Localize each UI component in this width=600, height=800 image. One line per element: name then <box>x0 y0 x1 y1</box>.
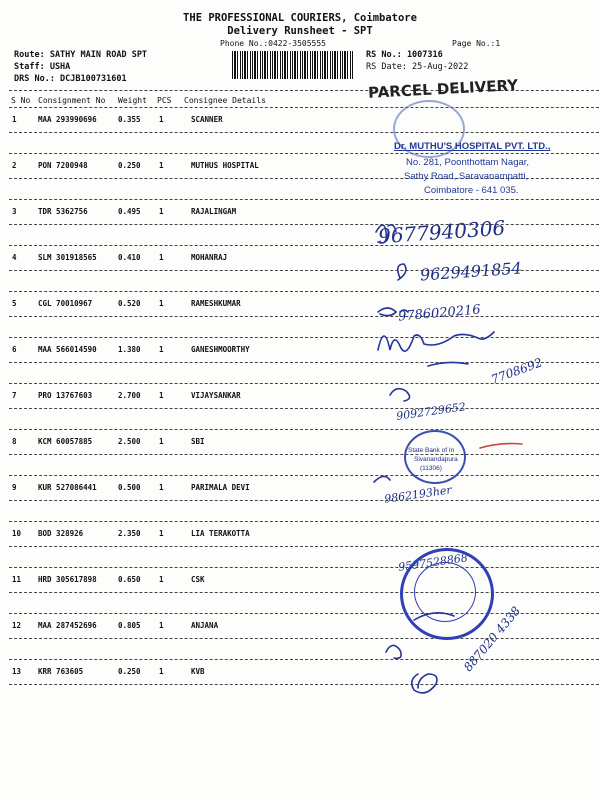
row-pieces: 1 <box>159 529 164 538</box>
hospital-address-line1: No. 281, Poonthottam Nagar, <box>406 157 530 168</box>
hospital-address-line2: Sathy Road, Saravanampatti, <box>404 171 529 182</box>
row-consignee: LIA TERAKOTTA <box>191 529 250 538</box>
sbi-stamp-line3: (11306) <box>420 465 442 472</box>
row-pieces: 1 <box>159 437 164 446</box>
row-weight: 0.650 <box>118 575 141 584</box>
row-weight: 1.380 <box>118 345 141 354</box>
row-pieces: 1 <box>159 207 164 216</box>
row-pieces: 1 <box>159 345 164 354</box>
signature-scribbles <box>370 190 570 710</box>
row-serial-number: 1 <box>12 115 17 124</box>
rs-number: RS No.: 1007316 <box>366 50 443 60</box>
row-pieces: 1 <box>159 667 164 676</box>
row-consignment-number: KUR 527086441 <box>38 483 97 492</box>
row-serial-number: 13 <box>12 667 22 676</box>
row-weight: 0.410 <box>118 253 141 262</box>
row-pieces: 1 <box>159 483 164 492</box>
row-consignment-number: HRD 305617898 <box>38 575 97 584</box>
row-pieces: 1 <box>159 115 164 124</box>
row-serial-number: 8 <box>12 437 17 446</box>
row-consignee: VIJAYSANKAR <box>191 391 241 400</box>
row-consignee: ANJANA <box>191 621 219 630</box>
hospital-address-line3: Coimbatore - 641 035. <box>424 185 519 196</box>
sbi-stamp-line2: Sivanandapura <box>414 456 458 463</box>
row-serial-number: 10 <box>12 529 22 538</box>
row-consignment-number: MAA 566014590 <box>38 345 97 354</box>
row-weight: 2.350 <box>118 529 141 538</box>
row-consignee: CSK <box>191 575 205 584</box>
row-consignment-number: PRO 13767603 <box>38 391 93 400</box>
row-consignment-number: CGL 70010967 <box>38 299 93 308</box>
page-number: Page No.:1 <box>452 39 501 48</box>
row-serial-number: 6 <box>12 345 17 354</box>
route-label: Route: SATHY MAIN ROAD SPT <box>14 50 148 60</box>
row-weight: 0.805 <box>118 621 141 630</box>
hospital-stamp <box>380 104 551 196</box>
drs-number: DRS No.: DCJB100731601 <box>14 74 127 84</box>
row-consignment-number: MAA 293990696 <box>38 115 97 124</box>
row-consignment-number: SLM 301918565 <box>38 253 97 262</box>
sbi-stamp-line1: State Bank of In <box>408 447 455 454</box>
row-serial-number: 9 <box>12 483 17 492</box>
col-consignee-header: Consignee Details <box>184 96 266 105</box>
row-consignee: GANESHMOORTHY <box>191 345 250 354</box>
row-consignment-number: KCM 60057885 <box>38 437 93 446</box>
col-sno-header: S No <box>11 96 31 105</box>
rs-date: RS Date: 25-Aug-2022 <box>366 62 469 72</box>
phone-number: Phone No.:0422-3505555 <box>220 39 326 48</box>
document-subtitle: Delivery Runsheet - SPT <box>227 25 373 37</box>
row-weight: 0.355 <box>118 115 141 124</box>
handwritten-phone-row10: 9597528868 <box>397 551 469 574</box>
row-consignment-number: MAA 287452696 <box>38 621 97 630</box>
barcode <box>232 51 354 79</box>
col-consignment-header: Consignment No <box>38 96 106 105</box>
row-weight: 2.500 <box>118 437 141 446</box>
row-weight: 0.495 <box>118 207 141 216</box>
row-serial-number: 2 <box>12 161 17 170</box>
handwritten-phone-row3: 9677940306 <box>377 215 506 249</box>
row-serial-number: 11 <box>12 575 22 584</box>
row-serial-number: 12 <box>12 621 22 630</box>
parcel-delivery-stamp: PARCEL DELIVERY <box>367 76 519 102</box>
handwritten-phone-row4: 9629491854 <box>419 258 523 285</box>
hospital-name: Dr. MUTHU'S HOSPITAL PVT. LTD., <box>394 141 551 152</box>
row-consignee: RAJALINGAM <box>191 207 237 216</box>
row-weight: 0.250 <box>118 667 141 676</box>
handwritten-phone-row7: 9092729652 <box>395 400 467 423</box>
row-consignee: RAMESHKUMAR <box>191 299 241 308</box>
handwritten-phone-row5: 9786020216 <box>397 302 482 325</box>
row-consignee: MUTHUS HOSPITAL <box>191 161 259 170</box>
row-weight: 0.250 <box>118 161 141 170</box>
staff-label: Staff: USHA <box>14 62 71 72</box>
handwritten-phone-row6: 7708692 <box>489 355 545 387</box>
row-consignee: KVB <box>191 667 205 676</box>
row-consignment-number: KRR 763605 <box>38 667 84 676</box>
row-consignee: PARIMALA DEVI <box>191 483 250 492</box>
row-consignee: SBI <box>191 437 205 446</box>
row-pieces: 1 <box>159 299 164 308</box>
row-consignee: SCANNER <box>191 115 223 124</box>
row-consignment-number: PON 7200948 <box>38 161 88 170</box>
row-pieces: 1 <box>159 575 164 584</box>
row-weight: 0.520 <box>118 299 141 308</box>
row-pieces: 1 <box>159 253 164 262</box>
row-consignment-number: BOD 328926 <box>38 529 84 538</box>
document-title: THE PROFESSIONAL COURIERS, Coimbatore <box>183 12 417 24</box>
handwritten-phone-row12: 887020 4338 <box>460 603 524 675</box>
row-weight: 2.700 <box>118 391 141 400</box>
row-pieces: 1 <box>159 161 164 170</box>
row-consignment-number: TDR 5362756 <box>38 207 88 216</box>
row-serial-number: 3 <box>12 207 17 216</box>
row-pieces: 1 <box>159 391 164 400</box>
col-pcs-header: PCS <box>157 96 172 105</box>
row-consignee: MOHANRAJ <box>191 253 228 262</box>
row-serial-number: 5 <box>12 299 17 308</box>
row-pieces: 1 <box>159 621 164 630</box>
row-serial-number: 7 <box>12 391 17 400</box>
row-serial-number: 4 <box>12 253 17 262</box>
handwritten-phone-row9: 9862193her <box>383 483 453 506</box>
row-weight: 0.500 <box>118 483 141 492</box>
col-weight-header: Weight <box>118 96 147 105</box>
